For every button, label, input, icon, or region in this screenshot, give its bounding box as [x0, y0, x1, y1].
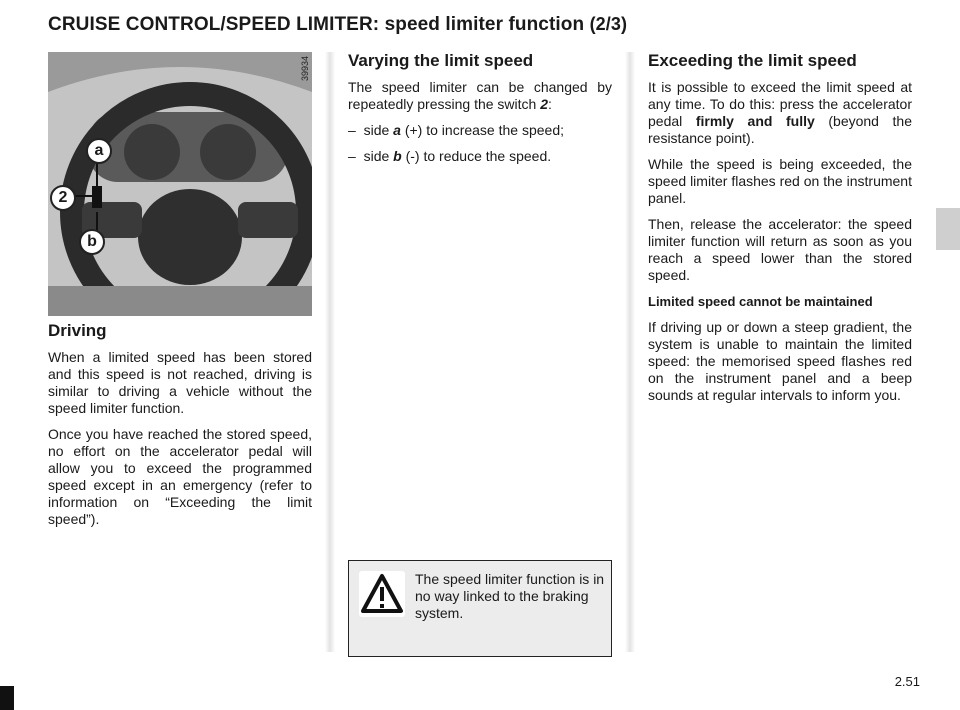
- intro-colon: :: [548, 96, 552, 112]
- varying-intro-text: The speed limiter can be changed by repeatedly pressing the switch: [348, 79, 612, 112]
- exceeding-paragraph-4: If driving up or down a steep gradient, the system is unable to maintain the limited speed: the memorised speed flashes red on the instrument panel and a beep sounds at regular intervals to inform you.: [648, 319, 912, 403]
- title-text: CRUISE CONTROL/SPEED LIMITER: speed limiter function: [48, 14, 585, 35]
- list-pre: side: [363, 148, 394, 164]
- page-number: 2.51: [894, 674, 920, 689]
- driving-paragraph-2: Once you have reached the stored speed, no effort on the accelerator pedal will allow you to exceed the programmed speed except in an emergency (refer to information on “Exceeding the limit speed”).: [48, 426, 312, 527]
- list-post: (+) to increase the speed;: [400, 122, 564, 138]
- exceeding-heading: Exceeding the limit speed: [648, 51, 857, 70]
- varying-heading: Varying the limit speed: [348, 51, 534, 70]
- steering-wheel-illustration: [48, 52, 312, 316]
- p1-post: (beyond the resistance point).: [648, 113, 912, 146]
- warning-triangle-icon: [359, 571, 405, 617]
- list-key: b: [393, 148, 402, 164]
- warning-box: [348, 560, 612, 657]
- list-dash: –: [348, 148, 356, 164]
- corner-mark: [0, 686, 14, 710]
- driving-paragraph-1: When a limited speed has been stored and this speed is not reached, driving is similar to driving a vehicle without the speed limiter function.: [48, 349, 312, 416]
- callout-2: 2: [50, 185, 76, 211]
- list-post: (-) to reduce the speed.: [401, 148, 552, 164]
- varying-intro: [348, 79, 612, 113]
- p1-pre: It is possible to exceed the limit speed at any time. To do this: press the accelerator pedal: [648, 79, 912, 129]
- image-reference: 39934: [300, 56, 310, 82]
- list-item: [348, 148, 612, 165]
- list-key: a: [393, 122, 401, 138]
- callout-a: a: [86, 138, 112, 164]
- list-item: [348, 122, 612, 139]
- exceeding-subheading: Limited speed cannot be maintained: [648, 294, 873, 309]
- callout-svg: [48, 52, 312, 316]
- exceeding-paragraph-2: While the speed is being exceeded, the speed limiter flashes red on the instrument panel.: [648, 156, 912, 206]
- exceeding-paragraph-1: [648, 79, 912, 147]
- switch-ref: 2: [540, 96, 549, 112]
- exceeding-section: [648, 52, 912, 413]
- driving-heading: Driving: [48, 321, 107, 340]
- column-divider-left: [325, 52, 335, 652]
- exceeding-paragraph-3: Then, release the accelerator: the speed limiter function will return as soon as you reach a speed lower than the stored speed.: [648, 216, 912, 283]
- page-title: [48, 14, 627, 36]
- column-divider-right: [625, 52, 635, 652]
- list-dash: –: [348, 122, 356, 138]
- varying-list: [348, 122, 612, 165]
- list-pre: side: [363, 122, 394, 138]
- title-part: (2/3): [589, 14, 628, 34]
- warning-text: The speed limiter function is in no way linked to the braking system.: [415, 571, 605, 621]
- section-tab: [936, 208, 960, 250]
- varying-section: [348, 52, 612, 174]
- driving-section: [48, 322, 312, 537]
- callout-b: b: [79, 229, 105, 255]
- p1-bold: firmly and fully: [695, 113, 815, 129]
